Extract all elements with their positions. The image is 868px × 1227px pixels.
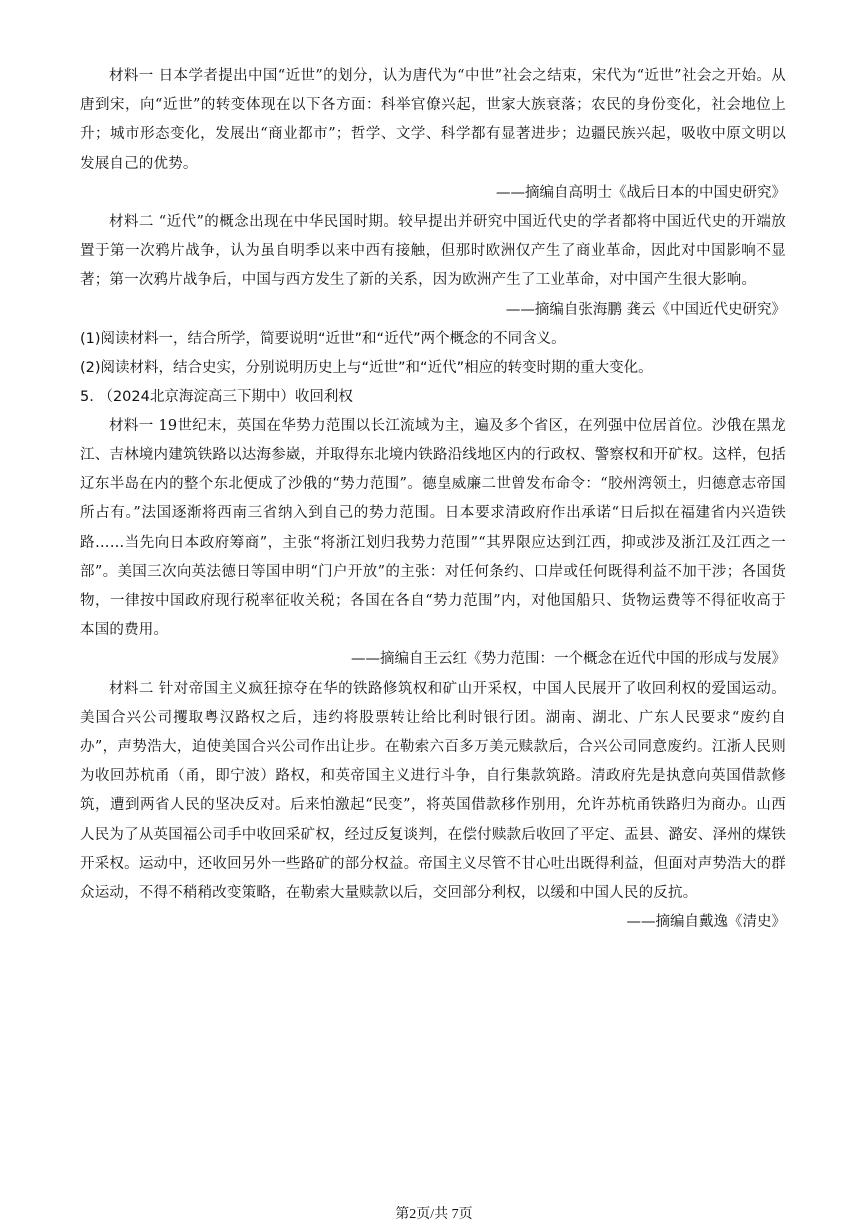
- problem-5-material-two: 材料二 针对帝国主义疯狂掠夺在华的铁路修筑权和矿山开采权，中国人民展开了收回利权的爱国运动。美国合兴公司攫取粤汉路权之后，违约将股票转让给比利时银行团。湖南、湖北、广东人民要求“废约自办”，声势浩大，迫使美国合兴公司作出让步。在勒索六百多万美元赎款后，合兴公司同意废约。江浙人民则为收回苏杭甬（甬，即宁波）路权，和英帝国主义进行斗争，自行集款筑路。清政府先是执意向英国借款修筑，遭到两省人民的坚决反对。后来怕激起“民变”，将英国借款移作别用，允许苏杭甬铁路归为商办。山西人民为了从英国福公司手中收回采矿权，经过反复谈判，在偿付赎款后收回了平定、盂县、潞安、泽州的煤铁开采权。运动中，还收回另外一些路矿的部分权益。帝国主义尽管不甘心吐出既得利益，但面对声势浩大的群众运动，不得不稍稍改变策略，在勒索大量赎款以后，交回部分利权，以缓和中国人民的反抗。: [80, 680, 786, 902]
- material-one-source: ——摘编自高明士《战后日本的中国史研究》: [496, 184, 786, 201]
- question-2: (2)阅读材料，结合史实，分别说明历史上与“近世”和“近代”相应的转变时期的重大变化。: [80, 359, 653, 376]
- problem-5-material-one: 材料一 19世纪末，英国在华势力范围以长江流域为主，遍及多个省区，在列强中位居首位。沙俄在黑龙江、吉林境内建筑铁路以达海参崴，并取得东北境内铁路沿线地区内的行政权、警察权和开矿权。这样，包括辽东半岛在内的整个东北便成了沙俄的“势力范围”。德皇威廉二世曾发布命令：“胶州湾领土，归德意志帝国所占有。”法国逐渐将西南三省纳入到自己的势力范围。日本要求清政府作出承诺“日后拟在福建省内兴造铁路……当先向日本政府筹商”，主张“将浙江划归我势力范围”“其界限应达到江西，抑或涉及浙江及江西之一部”。美国三次向英法德日等国申明“门户开放”的主张：对任何条约、口岸或任何既得利益不加干涉；各国货物，一律按中国政府现行税率征收关税；各国在各自“势力范围”内，对他国船只、货物运费等不得征收高于本国的费用。: [80, 417, 786, 639]
- material-two-source: ——摘编自张海鹏 龚云《中国近代史研究》: [505, 301, 786, 318]
- problem-5-material-one-source: ——摘编自王云红《势力范围：一个概念在近代中国的形成与发展》: [351, 651, 786, 668]
- problem-5-material-two-source: ——摘编自戴逸《清史》: [626, 914, 786, 931]
- material-one-paragraph: 材料一 日本学者提出中国“近世”的划分，认为唐代为“中世”社会之结束，宋代为“近世”社会之开始。从唐到宋，向“近世”的转变体现在以下各方面：科举官僚兴起，世家大族衰落；农民的身份变化，社会地位上升；城市形态变化，发展出“商业都市”；哲学、文学、科学都有显著进步；边疆民族兴起，吸收中原文明以发展自己的优势。: [80, 68, 786, 172]
- question-1: (1)阅读材料一，结合所学，简要说明“近世”和“近代”两个概念的不同含义。: [80, 330, 566, 347]
- material-two-paragraph: 材料二 “近代”的概念出现在中华民国时期。较早提出并研究中国近代史的学者都将中国近代史的开端放置于第一次鸦片战争，认为虽自明季以来中西有接触，但那时欧洲仅产生了商业革命，因此对中国影响不显著；第一次鸦片战争后，中国与西方发生了新的关系，因为欧洲产生了工业革命，对中国产生很大影响。: [80, 214, 786, 289]
- page-content: [80, 62, 786, 937]
- page-number: 第2页/共 7页: [395, 1207, 473, 1222]
- problem-5-title: 5. （2024北京海淀高三下期中）收回利权: [80, 388, 353, 405]
